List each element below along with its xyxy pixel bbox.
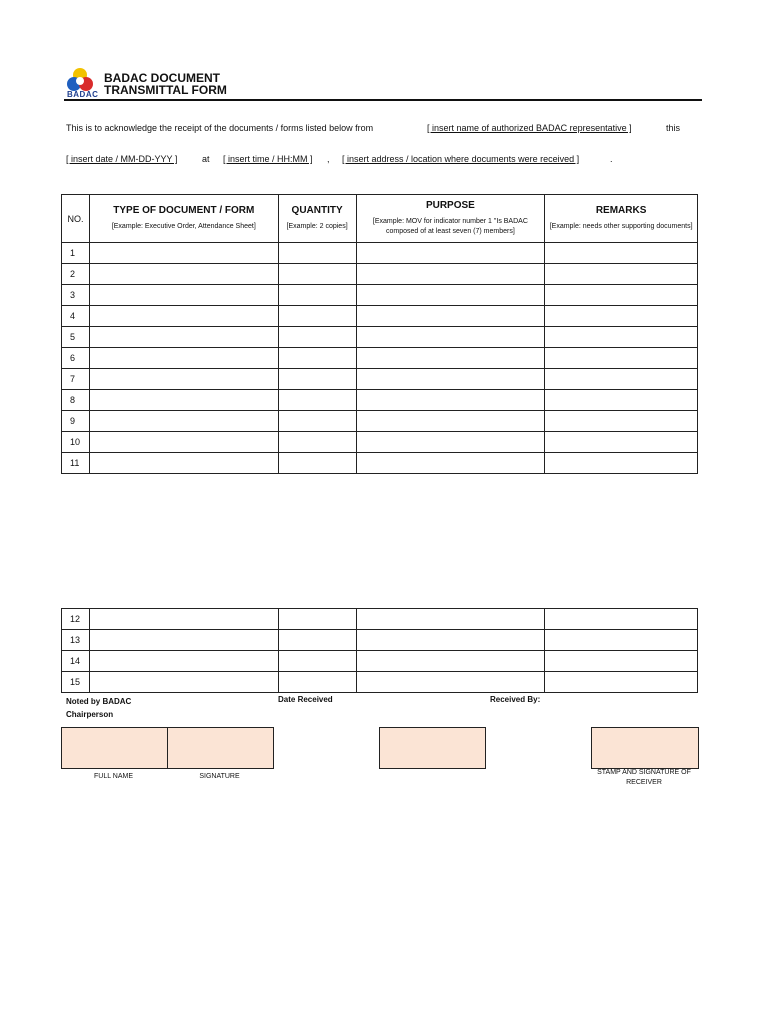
row-number: 8 [62, 390, 90, 411]
type-cell[interactable] [89, 327, 278, 348]
noted-by-line-1: Noted by BADAC [66, 697, 132, 706]
remarks-cell[interactable] [545, 651, 698, 672]
type-cell[interactable] [89, 243, 278, 264]
date-received-box[interactable] [379, 727, 486, 769]
table-row [62, 327, 698, 348]
table-row [62, 651, 698, 672]
header-purpose [356, 195, 545, 243]
header-remarks-label: REMARKS [595, 205, 647, 216]
quantity-cell[interactable] [278, 369, 356, 390]
type-cell[interactable] [89, 390, 278, 411]
purpose-cell[interactable] [356, 432, 545, 453]
header-quantity-label: QUANTITY [291, 205, 343, 216]
stamp-caption-line-1: STAMP AND SIGNATURE OF [597, 769, 691, 776]
header-type-example: [Example: Executive Order, Attendance Sheet] [111, 223, 256, 230]
table-row [62, 243, 698, 264]
header-purpose-label: PURPOSE [425, 200, 475, 211]
purpose-cell[interactable] [356, 306, 545, 327]
purpose-cell[interactable] [356, 369, 545, 390]
table-row [62, 630, 698, 651]
documents-table-continued [61, 608, 698, 693]
purpose-cell[interactable] [356, 672, 545, 693]
remarks-cell[interactable] [545, 285, 698, 306]
purpose-cell[interactable] [356, 285, 545, 306]
noted-by-line-2: Chairperson [66, 710, 114, 719]
full-name-box[interactable] [61, 727, 168, 769]
remarks-cell[interactable] [545, 327, 698, 348]
quantity-cell[interactable] [278, 672, 356, 693]
table-row [62, 285, 698, 306]
type-cell[interactable] [89, 264, 278, 285]
documents-table [61, 194, 698, 474]
purpose-cell[interactable] [356, 243, 545, 264]
purpose-cell[interactable] [356, 348, 545, 369]
quantity-cell[interactable] [278, 306, 356, 327]
table-row [62, 609, 698, 630]
location-field: [ insert address / location where documents were received ] [342, 154, 580, 164]
header-type-label: TYPE OF DOCUMENT / FORM [113, 205, 255, 216]
ack-at: at [202, 154, 210, 164]
quantity-cell[interactable] [278, 453, 356, 474]
remarks-cell[interactable] [545, 453, 698, 474]
stamp-caption [586, 768, 702, 788]
remarks-cell[interactable] [545, 390, 698, 411]
remarks-cell[interactable] [545, 306, 698, 327]
signature-box[interactable] [167, 727, 274, 769]
type-cell[interactable] [89, 348, 278, 369]
row-number: 14 [62, 651, 90, 672]
row-number: 9 [62, 411, 90, 432]
quantity-cell[interactable] [278, 432, 356, 453]
badac-logo [62, 64, 98, 100]
table-header-row [62, 195, 698, 243]
type-cell[interactable] [89, 672, 278, 693]
row-number: 7 [62, 369, 90, 390]
quantity-cell[interactable] [278, 390, 356, 411]
purpose-cell[interactable] [356, 453, 545, 474]
row-number: 5 [62, 327, 90, 348]
type-cell[interactable] [89, 306, 278, 327]
representative-field: [ insert name of authorized BADAC representative ] [427, 123, 632, 133]
ack-text: This is to acknowledge the receipt of the documents / forms listed below from [66, 123, 374, 133]
row-number: 3 [62, 285, 90, 306]
row-number: 2 [62, 264, 90, 285]
remarks-cell[interactable] [545, 243, 698, 264]
type-cell[interactable] [89, 432, 278, 453]
row-number: 10 [62, 432, 90, 453]
purpose-cell[interactable] [356, 411, 545, 432]
ack-comma: , [327, 154, 330, 164]
remarks-cell[interactable] [545, 264, 698, 285]
header-type [89, 195, 278, 243]
date-received-label: Date Received [278, 695, 333, 704]
quantity-cell[interactable] [278, 348, 356, 369]
type-cell[interactable] [89, 609, 278, 630]
form-title [104, 72, 227, 96]
table-row [62, 453, 698, 474]
table-row [62, 264, 698, 285]
row-number: 15 [62, 672, 90, 693]
quantity-cell[interactable] [278, 609, 356, 630]
table-row [62, 432, 698, 453]
full-name-caption: FULL NAME [93, 773, 134, 780]
quantity-cell[interactable] [278, 411, 356, 432]
type-cell[interactable] [89, 369, 278, 390]
quantity-cell[interactable] [278, 327, 356, 348]
remarks-cell[interactable] [545, 348, 698, 369]
type-cell[interactable] [89, 651, 278, 672]
ack-this: this [666, 123, 681, 133]
purpose-cell[interactable] [356, 390, 545, 411]
header-quantity [278, 195, 356, 243]
remarks-cell[interactable] [545, 369, 698, 390]
row-number: 13 [62, 630, 90, 651]
table-row [62, 390, 698, 411]
remarks-cell[interactable] [545, 672, 698, 693]
type-cell[interactable] [89, 411, 278, 432]
quantity-cell[interactable] [278, 651, 356, 672]
purpose-cell[interactable] [356, 609, 545, 630]
quantity-cell[interactable] [278, 264, 356, 285]
type-cell[interactable] [89, 285, 278, 306]
row-number: 6 [62, 348, 90, 369]
received-by-label: Received By: [490, 695, 541, 704]
row-number: 12 [62, 609, 90, 630]
stamp-caption-line-2: RECEIVER [626, 779, 662, 786]
purpose-cell[interactable] [356, 327, 545, 348]
header-remarks-example: [Example: needs other supporting documents] [549, 223, 693, 230]
table-row [62, 348, 698, 369]
purpose-cell[interactable] [356, 264, 545, 285]
type-cell[interactable] [89, 453, 278, 474]
remarks-cell[interactable] [545, 609, 698, 630]
header-remarks [545, 195, 698, 243]
table-row [62, 306, 698, 327]
quantity-cell[interactable] [278, 243, 356, 264]
table-row [62, 369, 698, 390]
time-field: [ insert time / HH:MM ] [223, 154, 313, 164]
remarks-cell[interactable] [545, 432, 698, 453]
title-line-2: TRANSMITTAL FORM [104, 83, 227, 97]
signature-caption: SIGNATURE [199, 773, 240, 780]
table-row [62, 411, 698, 432]
header-quantity-example: [Example: 2 copies] [286, 223, 348, 230]
remarks-cell[interactable] [545, 411, 698, 432]
logo-text: BADAC [67, 90, 99, 99]
table-row [62, 672, 698, 693]
row-number: 11 [62, 453, 90, 474]
row-number: 1 [62, 243, 90, 264]
purpose-cell[interactable] [356, 630, 545, 651]
remarks-cell[interactable] [545, 630, 698, 651]
title-line-1: BADAC DOCUMENT [104, 71, 220, 85]
type-cell[interactable] [89, 630, 278, 651]
purpose-cell[interactable] [356, 651, 545, 672]
header-no: NO. [62, 195, 90, 243]
header-purpose-example: [Example: MOV for indicator number 1 "Is BADAC composed of at least seven (7) members] [372, 218, 528, 235]
noted-by-label [66, 695, 131, 721]
quantity-cell[interactable] [278, 630, 356, 651]
ack-period: . [610, 154, 613, 164]
stamp-signature-box[interactable] [591, 727, 699, 769]
header-rule [64, 99, 702, 101]
row-number: 4 [62, 306, 90, 327]
date-field: [ insert date / MM-DD-YYY ] [66, 154, 178, 164]
quantity-cell[interactable] [278, 285, 356, 306]
